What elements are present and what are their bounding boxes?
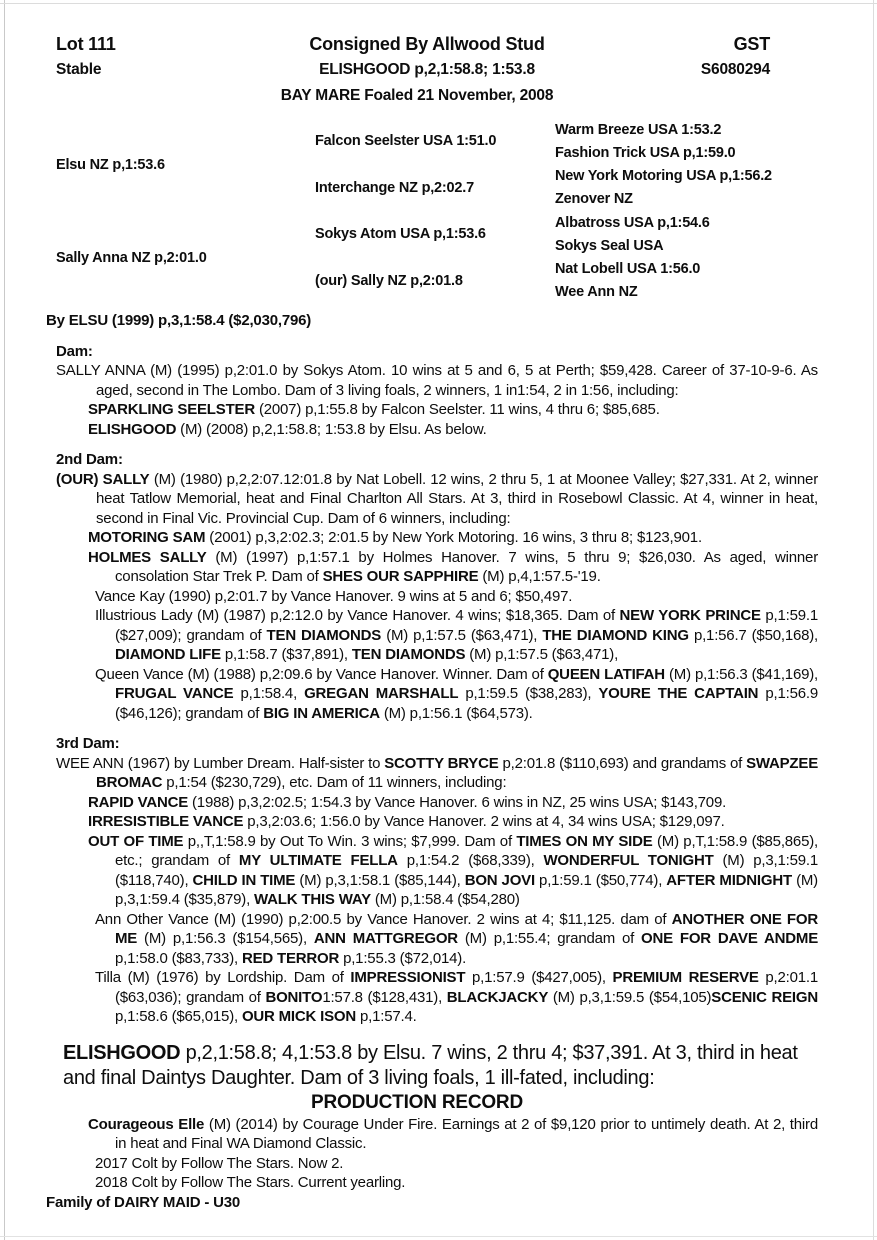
header-row-1	[56, 33, 818, 55]
entry-text: (1988) p,3,2:02.5; 1:54.3 by Vance Hanover. 6 wins in NZ, 25 wins USA; $143,709.	[188, 793, 727, 811]
consignor-title: Consigned By Allwood Stud	[309, 34, 545, 54]
pedigree-dam	[56, 211, 315, 304]
pedigree-entry	[56, 665, 818, 724]
pedigree-entry	[56, 606, 818, 665]
entry-text: (M) p,1:56.1 ($64,573).	[379, 704, 533, 722]
pedigree-great-grandparent: Sokys Seal USA	[555, 237, 664, 254]
horse-name-bold: SPARKLING SEELSTER	[88, 401, 255, 418]
pedigree-great-grandparent: New York Motoring USA p,1:56.2	[555, 168, 772, 185]
pedigree-great-grandparent: Nat Lobell USA 1:56.0	[555, 261, 701, 278]
entry-text: (M) p,1:56.3 ($41,169),	[664, 665, 818, 683]
horse-name-bold: SCOTTY BRYCE	[384, 754, 499, 772]
entry-text: Queen Vance (M) (1988) p,2:09.6 by Vance Hanover. Winner. Dam of	[95, 665, 548, 683]
horse-name-bold: OUT OF TIME	[88, 832, 184, 850]
horse-name-bold: OUR MICK ISON	[241, 1008, 357, 1025]
entry-text: p,2:01.1 ($63,036); grandam of	[115, 969, 818, 1006]
entry-text: (M) (2014) by Courage Under Fire. Earnings at 2 of $9,120 prior to untimely death. At 2, third in heat and Final WA Diamond Classic.	[115, 1115, 818, 1152]
horse-name-bold: TEN DIAMONDS	[351, 646, 466, 663]
horse-name-bold: SWAPZEE BROMAC	[96, 754, 819, 791]
scan-edge-artifact	[4, 0, 5, 1240]
entry-text: (M) p,1:55.4; grandam of	[457, 930, 642, 947]
entry-text: p,1:55.3 ($72,014).	[339, 949, 467, 967]
horse-name-bold: ANOTHER ONE FOR ME	[115, 910, 818, 947]
horse-name-bold: BIG IN AMERICA	[263, 704, 380, 722]
scan-edge-artifact	[873, 0, 874, 1240]
entry-text: (M) (1980) p,2,2:07.12:01.8 by Nat Lobell. 12 wins, 2 thru 5, 1 at Moonee Valley; $27,331. At 2, winner heat Tatlow Memorial, heat and Final Charlton All Stars. At 3, third in Rosebowl Classic. At 4, winner in heat, second in Final Vic. Provincial Cup. Dam of 6 winners, including:	[96, 470, 818, 527]
entry-text: p,1:54 ($230,729), etc. Dam of 11 winners, including:	[162, 774, 507, 791]
entry-text: (2007) p,1:55.8 by Falcon Seelster. 11 wins, 4 thru 6; $85,685.	[254, 401, 660, 418]
pedigree-great-grandparent: Warm Breeze USA 1:53.2	[555, 121, 722, 138]
production-list	[56, 1115, 818, 1193]
horse-name-bold: BON JOVI	[464, 871, 535, 889]
horse-name-bold: (OUR) SALLY	[56, 470, 150, 488]
horse-name-bold: FRUGAL VANCE	[115, 685, 234, 702]
pedigree-grandparent: Falcon Seelster USA 1:51.0	[315, 133, 497, 150]
horse-name-bold: SHES OUR SAPPHIRE	[322, 568, 479, 585]
horse-name-bold: ELISHGOOD	[63, 1041, 181, 1064]
entry-text: p,1:57.4.	[356, 1008, 417, 1025]
pedigree-sire-name: Elsu NZ p,1:53.6	[56, 156, 165, 173]
entry-text: p,1:58.4,	[233, 685, 305, 702]
entry-text: (M) (1997) p,1:57.1 by Holmes Hanover. 7 wins, 5 thru 9; $26,030. As aged, winner consolation Star Trek P. Dam of	[115, 548, 818, 585]
pedigree-entry	[56, 812, 818, 832]
gst-label: GST	[733, 34, 770, 54]
horse-name-bold: QUEEN LATIFAH	[547, 665, 665, 683]
entry-text: (M) p,3,1:59.1 ($118,740),	[115, 852, 818, 889]
entry-text: p,2:01.8 ($110,693) and grandams of	[498, 754, 747, 772]
entry-text: (M) p,1:57.5 ($63,471),	[381, 626, 543, 644]
pedigree-table	[56, 118, 818, 304]
entry-text: 2017 Colt by Follow The Stars. Now 2.	[95, 1154, 344, 1172]
mare-summary	[63, 1041, 818, 1091]
horse-name-record: ELISHGOOD p,2,1:58.8; 1:53.8	[319, 61, 535, 78]
pedigree-entry	[56, 754, 818, 793]
pedigree-great-grandparents-column	[555, 118, 818, 304]
pedigree-grandparent: (our) Sally NZ p,2:01.8	[315, 272, 463, 289]
horse-name-bold: YOURE THE CAPTAIN	[598, 685, 759, 702]
entry-text: 2018 Colt by Follow The Stars. Current yearling.	[95, 1174, 406, 1191]
section-heading: Dam:	[56, 342, 93, 360]
entry-text: (M) p,3,1:59.4 ($35,879),	[115, 871, 818, 908]
entry-text: SALLY ANNA (M) (1995) p,2:01.0 by Sokys Atom. 10 wins at 5 and 6, 5 at Perth; $59,428. Career of 37-10-9-6. As aged, second in The Lombo. Dam of 3 living foals, 2 winners, 1 in1:54, 2 in 1:56, including:	[56, 362, 818, 399]
horse-name-bold: IMPRESSIONIST	[350, 969, 466, 986]
entry-text: (M) (2008) p,2,1:58.8; 1:53.8 by Elsu. As below.	[176, 420, 487, 438]
horse-name-bold: RAPID VANCE	[88, 793, 189, 811]
pedigree-great-grandparent: Fashion Trick USA p,1:59.0	[555, 144, 736, 161]
pedigree-entry	[56, 793, 818, 813]
entry-text: Ann Other Vance (M) (1990) p,2:00.5 by Vance Hanover. 2 wins at 4; $11,125. dam of	[95, 910, 672, 928]
entry-text: (M) p,T,1:58.9 ($85,865), etc.; grandam of	[115, 832, 818, 869]
pedigree-entry	[56, 470, 818, 529]
entry-text: p,2,1:58.8; 4,1:53.8 by Elsu. 7 wins, 2 thru 4; $37,391. At 3, third in heat and final Daintys Daughter. Dam of 3 living foals, 1 ill-fated, including:	[63, 1041, 798, 1089]
entry-text: 1:57.8 ($128,431),	[322, 988, 447, 1006]
entry-text: p,1:58.6 ($65,015),	[115, 1008, 242, 1025]
pedigree-entry	[56, 587, 818, 607]
horse-name-bold: ONE FOR DAVE ANDME	[641, 930, 819, 947]
horse-name-bold: THE DIAMOND KING	[542, 626, 689, 644]
horse-name-bold: MY ULTIMATE FELLA	[238, 852, 398, 869]
entry-text: p,,T,1:58.9 by Out To Win. 3 wins; $7,999. Dam of	[183, 832, 517, 850]
pedigree-great-grandparent: Wee Ann NZ	[555, 284, 638, 301]
horse-name-bold: ELISHGOOD	[88, 420, 177, 438]
entry-text: (M) p,1:58.4 ($54,280)	[370, 891, 520, 908]
pedigree-great-grandparent: Albatross USA p,1:54.6	[555, 214, 710, 231]
horse-name-bold: DIAMOND LIFE	[115, 646, 221, 663]
pedigree-grandparents-column	[315, 118, 555, 304]
horse-name-bold: Courageous Elle	[88, 1115, 205, 1133]
horse-name-bold: WONDERFUL TONIGHT	[543, 852, 714, 869]
pedigree-entry	[56, 910, 818, 969]
entry-text: Tilla (M) (1976) by Lordship. Dam of	[95, 969, 351, 986]
horse-name-bold: MOTORING SAM	[88, 529, 206, 546]
entry-text: p,1:59.1 ($50,774),	[534, 871, 667, 889]
section-heading: 3rd Dam:	[56, 735, 120, 752]
production-record-heading: PRODUCTION RECORD	[311, 1091, 523, 1113]
entry-text: p,1:57.9 ($427,005),	[465, 969, 613, 986]
horse-name-bold: BONITO	[265, 988, 323, 1006]
pedigree-grandparent: Interchange NZ p,2:02.7	[315, 179, 474, 196]
entry-text: (M) p,3,1:59.5 ($54,105)	[548, 988, 712, 1006]
horse-name-bold: TEN DIAMONDS	[266, 626, 382, 644]
dam-sections	[56, 342, 818, 1027]
horse-name-bold: GREGAN MARSHALL	[304, 685, 459, 702]
pedigree-great-grandparent: Zenover NZ	[555, 191, 633, 208]
header-row-2	[56, 60, 818, 80]
horse-name-bold: CHILD IN TIME	[192, 871, 296, 889]
horse-name-bold: AFTER MIDNIGHT	[666, 871, 792, 889]
entry-text: (2001) p,3,2:02.3; 2:01.5 by New York Motoring. 16 wins, 3 thru 8; $123,901.	[205, 529, 702, 546]
pedigree-sire	[56, 118, 315, 211]
pedigree-entry	[56, 420, 818, 440]
pedigree-parents-column	[56, 118, 315, 304]
pedigree-entry	[56, 968, 818, 1027]
horse-name-bold: SCENIC REIGN	[711, 988, 818, 1006]
entry-text: Illustrious Lady (M) (1987) p,2:12.0 by Vance Hanover. 4 wins; $18,365. Dam of	[95, 607, 620, 624]
section-heading: 2nd Dam:	[56, 451, 123, 468]
entry-text: (M) p,3,1:58.1 ($85,144),	[295, 871, 465, 889]
horse-name-bold: PREMIUM RESERVE	[612, 969, 759, 986]
entry-text: p,1:56.9 ($46,126); grandam of	[115, 685, 818, 722]
pedigree-entry	[56, 361, 818, 400]
pedigree-entry	[56, 1173, 818, 1193]
horse-name-bold: IRRESISTIBLE VANCE	[88, 813, 244, 830]
pedigree-entry	[56, 548, 818, 587]
entry-text: p,1:58.0 ($83,733),	[115, 949, 242, 967]
by-sire-line: By ELSU (1999) p,3,1:58.4 ($2,030,796)	[46, 312, 312, 329]
pedigree-entry	[56, 1115, 818, 1154]
horse-name-bold: ANN MATTGREGOR	[313, 930, 458, 947]
pedigree-entry	[56, 400, 818, 420]
pedigree-dam-name: Sally Anna NZ p,2:01.0	[56, 249, 207, 266]
family-line: Family of DAIRY MAID - U30	[46, 1193, 240, 1211]
foaled-line: BAY MARE Foaled 21 November, 2008	[280, 87, 554, 104]
scan-edge-artifact	[0, 3, 877, 4]
entry-text: Vance Kay (1990) p,2:01.7 by Vance Hanover. 9 wins at 5 and 6; $50,497.	[95, 587, 573, 605]
pedigree-entry	[56, 832, 818, 910]
entry-text: p,1:59.5 ($38,283),	[458, 685, 599, 702]
pedigree-entry	[56, 1154, 818, 1174]
pedigree-entry	[56, 528, 818, 548]
entry-text: p,1:54.2 ($68,339),	[397, 852, 544, 869]
entry-text: p,1:59.1 ($27,009); grandam of	[115, 607, 818, 644]
entry-text: p,1:58.7 ($37,891),	[220, 646, 352, 663]
entry-text: p,1:56.7 ($50,168),	[688, 626, 819, 644]
pedigree-grandparent: Sokys Atom USA p,1:53.6	[315, 226, 486, 243]
horse-name-bold: BLACKJACKY	[446, 988, 549, 1006]
horse-name-bold: TIMES ON MY SIDE	[516, 832, 653, 850]
entry-text: (M) p,1:56.3 ($154,565),	[137, 930, 314, 947]
entry-text: p,3,2:03.6; 1:56.0 by Vance Hanover. 2 wins at 4, 34 wins USA; $129,097.	[243, 813, 725, 830]
horse-name-bold: HOLMES SALLY	[88, 548, 207, 566]
entry-text: (M) p,4,1:57.5-'19.	[478, 568, 601, 585]
scan-edge-artifact	[0, 1236, 877, 1237]
horse-name-bold: NEW YORK PRINCE	[619, 607, 761, 624]
entry-text: (M) p,1:57.5 ($63,471),	[465, 646, 619, 663]
horse-name-bold: WALK THIS WAY	[254, 891, 371, 908]
registration-number: S6080294	[700, 61, 770, 78]
entry-text: WEE ANN (1967) by Lumber Dream. Half-sister to	[56, 754, 385, 772]
horse-name-bold: RED TERROR	[241, 949, 340, 967]
stable-label: Stable	[56, 61, 102, 78]
lot-number: Lot 111	[56, 34, 116, 54]
